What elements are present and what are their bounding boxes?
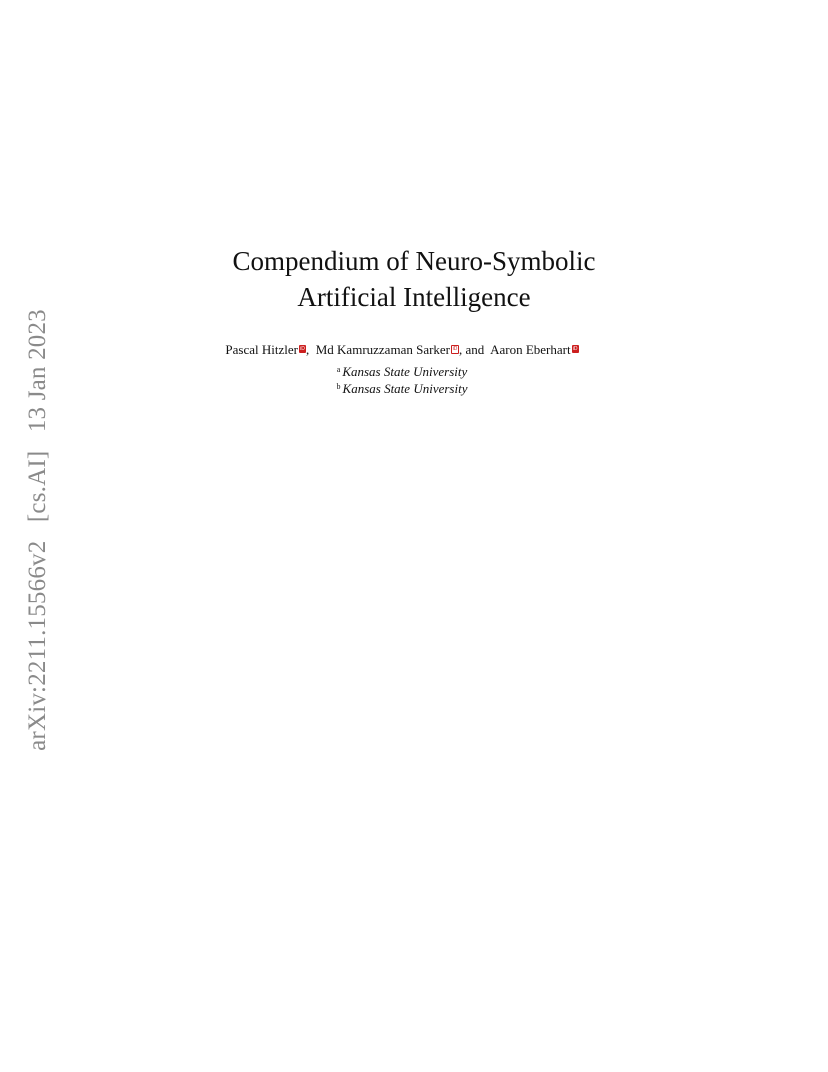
arxiv-category: [cs.AI] bbox=[24, 450, 51, 523]
title-line-2: Artificial Intelligence bbox=[297, 282, 531, 312]
author-name: Pascal Hitzler bbox=[225, 342, 298, 357]
author-separator: , and bbox=[459, 342, 491, 357]
affiliation-mark: b bbox=[336, 382, 341, 391]
affiliation-name: Kansas State University bbox=[342, 364, 468, 379]
author-list bbox=[0, 342, 804, 358]
author-separator: , bbox=[305, 342, 316, 357]
affiliation-list bbox=[0, 362, 804, 396]
affiliation-a bbox=[0, 362, 804, 379]
author-name: Md Kamruzzaman Sarker bbox=[315, 342, 451, 357]
author-eberhart bbox=[490, 342, 579, 357]
arxiv-id: arXiv:2211.15566v2 bbox=[24, 540, 51, 751]
paper-title bbox=[0, 243, 828, 315]
orcid-icon[interactable]: iD bbox=[452, 346, 458, 352]
affiliation-b bbox=[0, 379, 804, 396]
affiliation-name: Kansas State University bbox=[342, 381, 468, 396]
orcid-icon[interactable]: iD bbox=[572, 346, 578, 352]
orcid-icon[interactable]: iD bbox=[300, 346, 305, 352]
affiliation-mark: a bbox=[336, 365, 341, 374]
arxiv-date: 13 Jan 2023 bbox=[24, 309, 51, 433]
author-name: Aaron Eberhart bbox=[490, 342, 571, 357]
author-sarker bbox=[316, 342, 459, 357]
title-line-1: Compendium of Neuro-Symbolic bbox=[232, 246, 596, 276]
author-hitzler bbox=[225, 342, 306, 357]
